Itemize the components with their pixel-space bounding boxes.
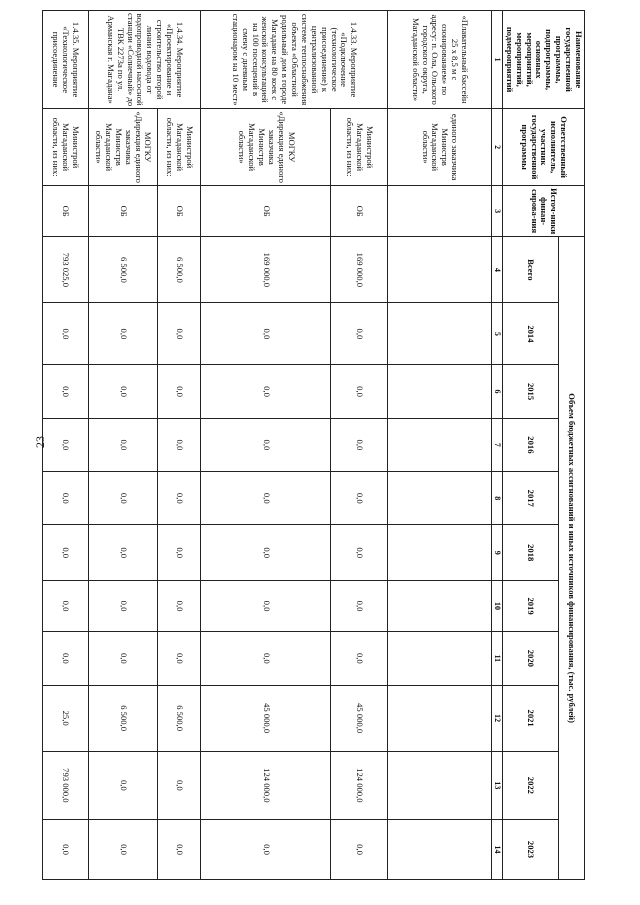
row-value (387, 303, 491, 365)
budget-table (42, 10, 585, 880)
row-value: 0,0 (157, 525, 200, 581)
row-value: 0,0 (88, 303, 157, 365)
row-value: 0,0 (157, 580, 200, 631)
header-year: 2016 (503, 418, 559, 471)
row-source: ОБ (43, 186, 89, 237)
row-value: 0,0 (43, 303, 89, 365)
row-value: 0,0 (201, 632, 331, 685)
row-value: 0,0 (331, 472, 387, 525)
row-source: ОБ (157, 186, 200, 237)
row-value: 0,0 (43, 820, 89, 880)
header-year: 2023 (503, 820, 559, 880)
header-year: 2014 (503, 303, 559, 365)
row-value: 0,0 (43, 525, 89, 581)
row-value: 0,0 (43, 472, 89, 525)
rotated-table-container (51, 10, 585, 880)
row-name: 1.4.33. Мероприятие «Подключение (технологическое присоединение) к централизованной системе теплоснабжения объекта «Областной родильный дом в городе Магадане на 80 коек с женской консультацией на 100 посещений в смену с дневным стационаром на 10 мест» (201, 11, 388, 109)
row-value: 0,0 (157, 418, 200, 471)
header-year: 2015 (503, 365, 559, 418)
row-value: 0,0 (43, 418, 89, 471)
row-value: 6 500,0 (157, 685, 200, 751)
row-responsible: МОГКУ «Дирекция единого заказчика Министрв Магаданской области» (88, 109, 157, 186)
row-value (387, 237, 491, 303)
row-value: 0,0 (201, 303, 331, 365)
row-source: ОБ (88, 186, 157, 237)
row-value: 0,0 (331, 525, 387, 581)
row-value (387, 365, 491, 418)
col-number: 9 (492, 525, 503, 581)
col-number: 6 (492, 365, 503, 418)
row-value: 0,0 (201, 525, 331, 581)
row-value: 169 000,0 (201, 237, 331, 303)
row-value: 0,0 (88, 820, 157, 880)
header-source: Источ-ники финан-сирова-ния (503, 186, 585, 237)
row-value: 0,0 (88, 418, 157, 471)
col-number: 12 (492, 685, 503, 751)
col-number: 10 (492, 580, 503, 631)
row-value: 0,0 (331, 418, 387, 471)
row-value: 0,0 (331, 632, 387, 685)
row-value: 0,0 (157, 303, 200, 365)
row-value: 0,0 (157, 365, 200, 418)
row-value: 0,0 (88, 365, 157, 418)
row-value (387, 418, 491, 471)
row-value: 793 025,0 (43, 237, 89, 303)
row-value (387, 820, 491, 880)
row-source (387, 186, 491, 237)
row-value: 0,0 (201, 580, 331, 631)
row-value: 0,0 (331, 303, 387, 365)
row-value: 0,0 (88, 472, 157, 525)
row-value: 0,0 (88, 580, 157, 631)
row-name: «Плавательный бассейн 25 х 8,5 м с озонированием» по адресу: п. Ола, Ольского городского округа, Магаданской области» (387, 11, 491, 109)
row-value: 6 500,0 (88, 685, 157, 751)
header-year: 2020 (503, 632, 559, 685)
row-value (387, 632, 491, 685)
row-responsible: Министрой Магаданской области, из них: (331, 109, 387, 186)
table-row (331, 11, 387, 880)
row-value: 0,0 (88, 525, 157, 581)
header-name: Наименование государственной программы, подпрограммы, основных мероприятий, мероприятий, подмероприятий (503, 11, 585, 109)
header-funding: Объем бюджетных ассигнований и иных источников финансирования, (тыс. рублей) (558, 237, 584, 880)
header-year: 2019 (503, 580, 559, 631)
row-value (387, 751, 491, 819)
col-number: 13 (492, 751, 503, 819)
row-value: 0,0 (88, 632, 157, 685)
row-value: 793 000,0 (43, 751, 89, 819)
header-total: Всего (503, 237, 559, 303)
header-year: 2018 (503, 525, 559, 581)
col-number: 14 (492, 820, 503, 880)
row-value: 0,0 (157, 751, 200, 819)
col-number: 1 (492, 11, 503, 109)
header-year: 2017 (503, 472, 559, 525)
col-number: 11 (492, 632, 503, 685)
row-value: 0,0 (157, 632, 200, 685)
row-value: 45 000,0 (331, 685, 387, 751)
header-year: 2021 (503, 685, 559, 751)
row-value: 25,0 (43, 685, 89, 751)
row-name: 1.4.35. Мероприятие «Технологическое присоединение (43, 11, 89, 109)
row-value: 0,0 (201, 472, 331, 525)
col-number: 7 (492, 418, 503, 471)
row-value: 0,0 (43, 632, 89, 685)
col-number: 5 (492, 303, 503, 365)
row-responsible: МОГКУ «Дирекция единого заказчика Министрв Магаданской области» (201, 109, 331, 186)
row-value: 45 000,0 (201, 685, 331, 751)
table-row (88, 11, 157, 880)
row-value: 0,0 (201, 418, 331, 471)
row-value (387, 580, 491, 631)
table-body (43, 11, 492, 880)
table-row (43, 11, 89, 880)
row-value: 0,0 (157, 472, 200, 525)
row-value: 0,0 (201, 820, 331, 880)
row-value: 0,0 (201, 365, 331, 418)
col-number: 3 (492, 186, 503, 237)
row-value: 0,0 (331, 365, 387, 418)
row-value (387, 685, 491, 751)
row-value: 0,0 (43, 365, 89, 418)
col-number: 4 (492, 237, 503, 303)
row-value: 0,0 (43, 580, 89, 631)
row-value (387, 472, 491, 525)
row-source: ОБ (201, 186, 331, 237)
row-responsible: Министрой Магаданской области, из них: (43, 109, 89, 186)
row-responsible: единого заказчика Министрв Магаданской области» (387, 109, 491, 186)
row-value (387, 525, 491, 581)
row-value: 124 000,0 (201, 751, 331, 819)
row-value: 0,0 (331, 820, 387, 880)
row-name: 1.4.34. Мероприятие «Проектирование и строительство второй линии водовода от водопроводной насосной станции «Солнечный» до ТВК 2273а по ул. Арманская г. Магадана» (88, 11, 201, 109)
row-value: 6 500,0 (157, 237, 200, 303)
header-year: 2022 (503, 751, 559, 819)
row-value: 169 000,0 (331, 237, 387, 303)
row-responsible: Министрой Магаданской области, из них: (157, 109, 200, 186)
row-value: 0,0 (331, 580, 387, 631)
table-row (157, 11, 200, 880)
row-value: 0,0 (88, 751, 157, 819)
table-row (201, 11, 331, 880)
page-number: 23 (33, 436, 47, 448)
col-number: 8 (492, 472, 503, 525)
row-source: ОБ (331, 186, 387, 237)
col-number: 2 (492, 109, 503, 186)
row-value: 0,0 (157, 820, 200, 880)
row-value: 124 000,0 (331, 751, 387, 819)
table-row (387, 11, 491, 880)
header-responsible: Ответственный исполнитель, участник государственной программы (503, 109, 585, 186)
row-value: 6 500,0 (88, 237, 157, 303)
